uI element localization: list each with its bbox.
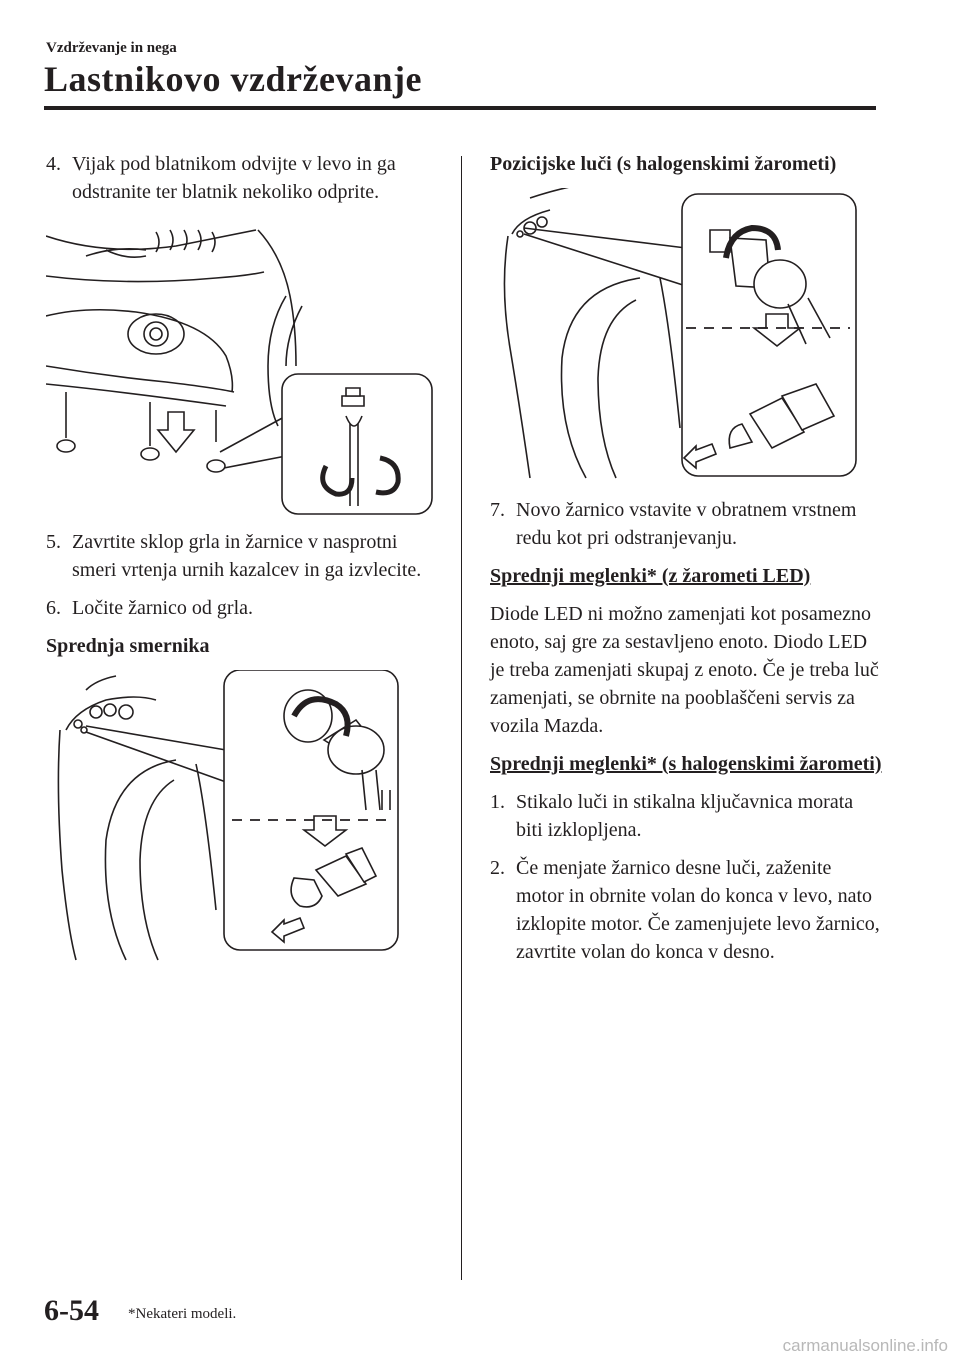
- step-number: 1.: [490, 791, 505, 813]
- step-number: 5.: [46, 531, 61, 553]
- turn-signal-illustration-icon: [46, 670, 438, 970]
- fender-screw-figure: [46, 216, 438, 516]
- step-6: [46, 594, 438, 622]
- fender-screw-illustration-icon: [46, 216, 438, 516]
- turn-signal-figure: [46, 670, 438, 970]
- fog-step-2: [490, 854, 882, 966]
- watermark: carmanualsonline.info: [782, 1336, 948, 1355]
- footnote: *Nekateri modeli.: [128, 1306, 237, 1322]
- right-column: [490, 150, 882, 976]
- step-text: Če menjate žarnico desne luči, zaženite motor in obrnite volan do konca v levo, nato izklopite motor. Če zamenjujete levo žarnico, zavrtite volan do konca v desno.: [516, 857, 880, 963]
- position-light-figure: [490, 188, 882, 484]
- step-number: 6.: [46, 597, 61, 619]
- step-number: 7.: [490, 499, 505, 521]
- position-light-illustration-icon: [490, 188, 882, 484]
- step-text: Ločite žarnico od grla.: [72, 597, 254, 619]
- title-rule: [44, 106, 876, 110]
- step-text: Stikalo luči in stikalna ključavnica morata biti izklopljena.: [516, 791, 854, 841]
- step-number: 2.: [490, 857, 505, 879]
- step-7: [490, 496, 882, 552]
- step-text: Novo žarnico vstavite v obratnem vrstnem redu kot pri odstranjevanju.: [516, 499, 857, 549]
- turn-signal-heading: Sprednja smernika: [46, 635, 210, 657]
- left-column: [46, 150, 438, 982]
- step-text: Vijak pod blatnikom odvijte v levo in ga odstranite ter blatnik nekoliko odprite.: [72, 153, 396, 203]
- chapter-title: Lastnikovo vzdrževanje: [44, 59, 422, 99]
- position-light-heading: Pozicijske luči (s halogenskimi žarometi): [490, 153, 837, 175]
- column-divider: [461, 156, 462, 1280]
- fog-step-1: [490, 788, 882, 844]
- section-label: Vzdrževanje in nega: [46, 40, 177, 56]
- fog-halogen-heading: Sprednji meglenki* (s halogenskimi žarometi): [490, 753, 882, 775]
- step-4: [46, 150, 438, 206]
- fog-led-heading: Sprednji meglenki* (z žarometi LED): [490, 565, 811, 587]
- fog-led-paragraph: Diode LED ni možno zamenjati kot posamezno enoto, saj gre za sestavljeno enoto. Diodo LED je treba zamenjati skupaj z enoto. Če je treba luč zamenjati, se obrnite na pooblaščeni servis za vozila Mazda.: [490, 603, 879, 737]
- step-text: Zavrtite sklop grla in žarnice v nasprotni smeri vrtenja urnih kazalcev in ga izvlecite.: [72, 531, 422, 581]
- step-number: 4.: [46, 153, 61, 175]
- step-5: [46, 528, 438, 584]
- page-number: 6-54: [44, 1294, 99, 1327]
